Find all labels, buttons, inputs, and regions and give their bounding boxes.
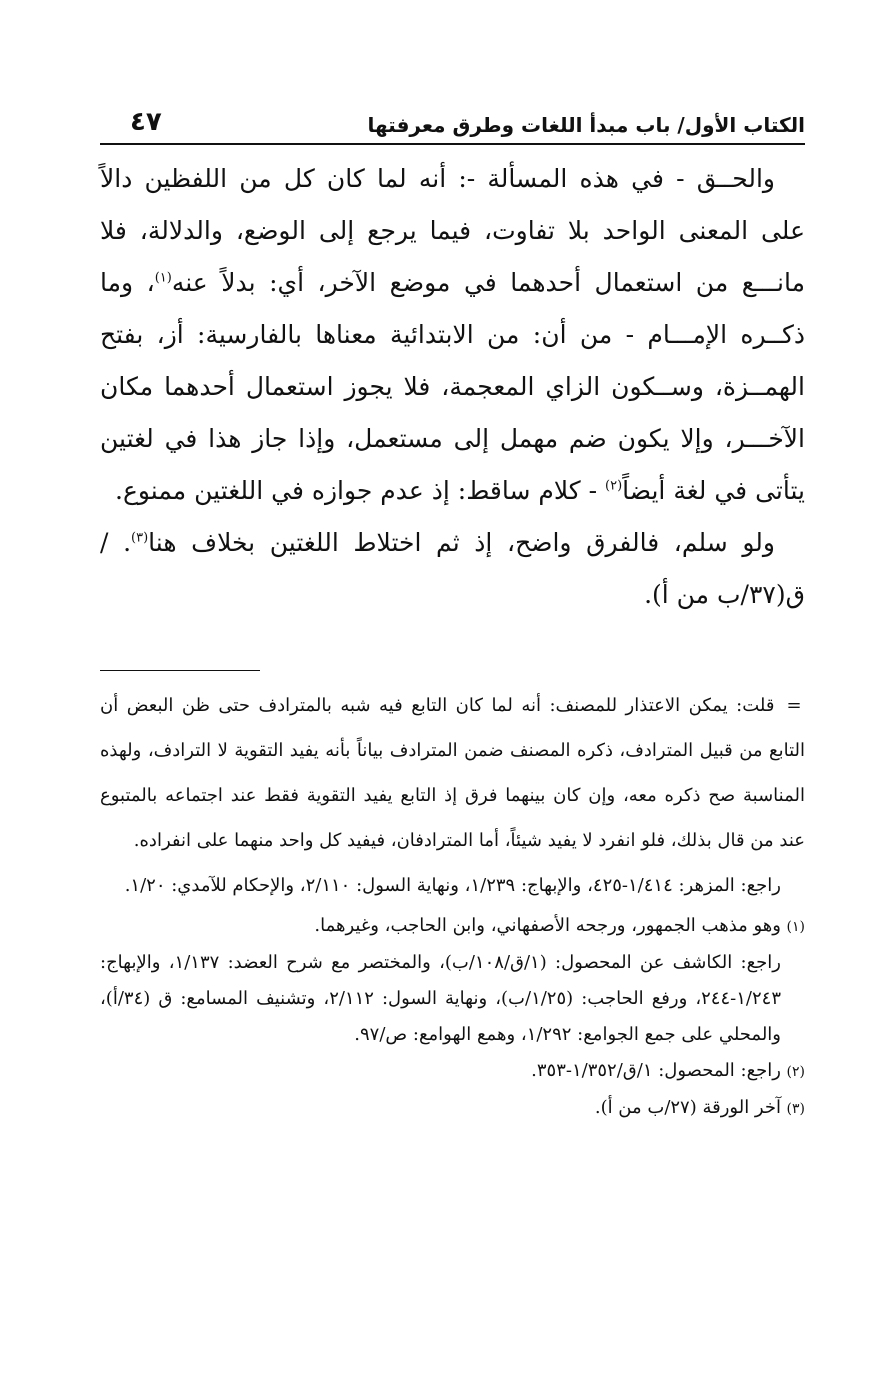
running-title: الكتاب الأول/ باب مبدأ اللغات وطرق معرفتها: [367, 113, 805, 137]
footnote-ref-1: (١): [154, 270, 172, 286]
main-paragraph-2: [100, 517, 805, 621]
main-paragraph-1-text-c: - كلام ساقط: إذ عدم جوازه في اللغتين ممنوع.: [115, 476, 606, 505]
continuation-text: قلت: يمكن الاعتذار للمصنف: أنه لما كان التابع فيه شبه بالمترادف حتى ظن البعض أن التابع من قبيل المترادف، ذكره المصنف ضمن المترادف بياناً بأنه يفيد التقوية لا الترادف، ولهذه المناسبة صح ذكره معه، وإن كان بينهما فرق إذ التابع يفيد التقوية فقط عند اجتماعه بالمتبوع عند من قال بذلك، فلو انفرد لا يفيد شيئاً، أما المترادفان، فيفيد كل واحد منهما على انفراده.: [100, 695, 805, 851]
main-paragraph-1: [100, 153, 805, 517]
footnote-1-text: وهو مذهب الجمهور، ورجحه الأصفهاني، وابن الحاجب، وغيرهما.: [314, 915, 781, 936]
page-number: ٤٧: [130, 107, 162, 137]
continuation-references: راجع: المزهر: ١/٤١٤-٤٢٥، والإبهاج: ١/٢٣٩، ونهاية السول: ٢/١١٠، والإحكام للآمدي: ١/٢٠.: [124, 875, 781, 896]
footnote-1-number: (١): [786, 919, 805, 935]
footnote-1-references: راجع: الكاشف عن المحصول: (١/ق/١٠٨/ب)، والمختصر مع شرح العضد: ١/١٣٧، والإبهاج: ١/٢٤٣-٢٤٤، ورفع الحاجب: (١/٢٥/ب)، ونهاية السول: ٢/١١٢، وتشنيف المسامع: ق (٣٤/أ)، والمحلي على جمع الجوامع: ١/٢٩٢، وهمع الهوامع: ص/٩٧.: [100, 952, 781, 1045]
footnote-2-text: راجع: المحصول: ١/ق/١/٣٥٢-٣٥٣.: [531, 1060, 781, 1081]
footnote-separator: [100, 670, 260, 671]
footnote-3-text: آخر الورقة (٢٧/ب من أ).: [594, 1097, 781, 1118]
continuation-marker: =: [786, 695, 802, 716]
footnote-3: [100, 1090, 805, 1127]
footnote-ref-2: (٢): [605, 478, 623, 494]
main-paragraph-1-text-a: والحــق - في هذه المسألة -: أنه لما كان كل من اللفظين دالاً على المعنى الواحد بلا تفاوت، فيما يرجع إلى الوضع، والدلالة، فلا مانـــع من استعمال أحدهما في موضع الآخر، أي: بدلاً عنه: [100, 164, 806, 297]
footnote-continuation: [100, 683, 805, 863]
main-paragraph-1-text-b: ، وما ذكــره الإمـــام - من أن: من الابتدائية معناها بالفارسية: أز، بفتح الهمــزة، وســكون الزاي المعجمة، فلا يجوز استعمال أحدهما مكان الآخـــر، وإلا يكون ضم مهمل إلى مستعمل، وإذا جاز هذا في لغتين يتأتى في لغة أيضاً: [100, 268, 805, 505]
footnote-2-number: (٢): [786, 1064, 805, 1080]
footnote-ref-3: (٣): [131, 530, 149, 546]
main-text: [100, 153, 805, 621]
footnotes: [100, 683, 805, 1127]
main-paragraph-2-text-b: . / ق(٣٧/ب من أ).: [100, 528, 805, 609]
page-header: [100, 95, 805, 145]
book-page: [100, 95, 806, 1118]
footnote-2: [100, 1053, 805, 1090]
footnote-1: [100, 908, 805, 945]
main-paragraph-2-text-a: ولو سلم، فالفرق واضح، إذ ثم اختلاط اللغتين بخلاف هنا: [148, 528, 775, 557]
footnote-3-number: (٣): [786, 1101, 805, 1117]
